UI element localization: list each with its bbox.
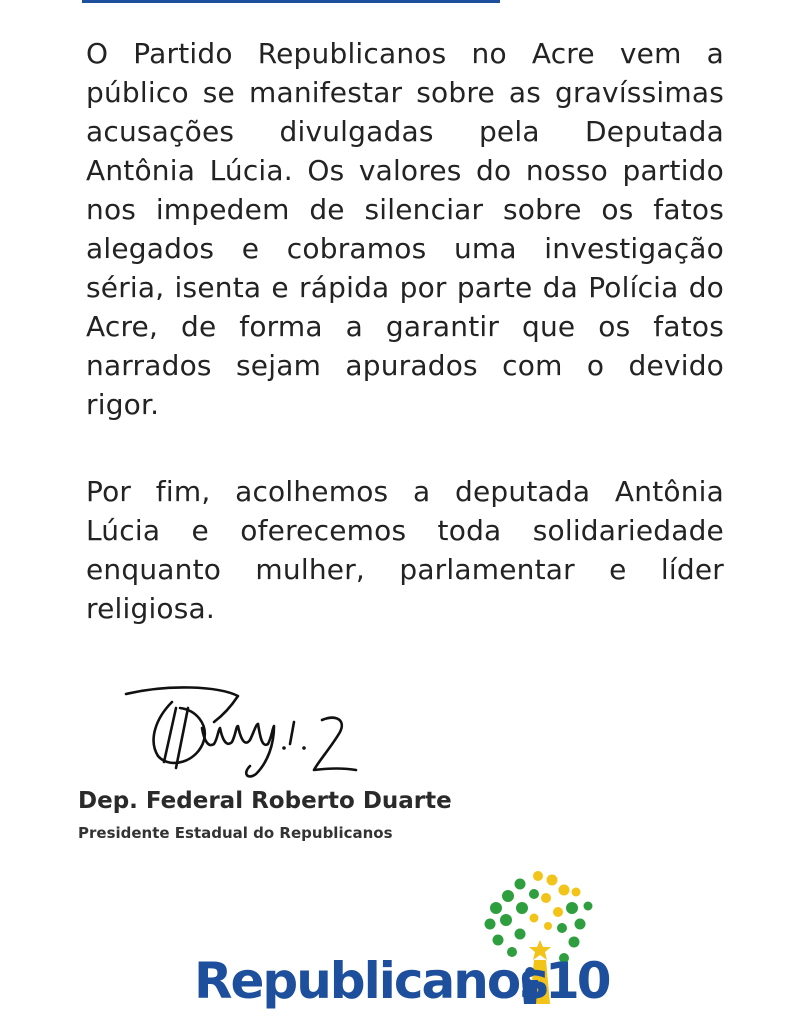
logo-number: 10 (545, 952, 609, 1010)
top-divider (82, 0, 500, 3)
signature-image (118, 678, 358, 788)
signer-name: Dep. Federal Roberto Duarte (78, 788, 452, 814)
signer-role: Presidente Estadual do Republicanos (78, 824, 393, 842)
statement-paragraph-2: Por fim, acolhemos a deputada Antônia Lúcia e oferecemos toda solidariedade enquanto mulher, parlamentar e líder religiosa. (86, 475, 724, 625)
republicanos-logo (190, 868, 630, 1018)
logo-wordmark: Republicanos (194, 952, 547, 1010)
statement-paragraph-1: O Partido Republicanos no Acre vem a público se manifestar sobre as gravíssimas acusações divulgadas pela Deputada Antônia Lúcia. Os valores do nosso partido nos impedem de silenciar sobre os fatos alegados e cobramos uma investigação séria, isenta e rápida por parte da Polícia do Acre, de forma a garantir que os fatos narrados sejam apurados com o devido rigor. (86, 37, 724, 421)
